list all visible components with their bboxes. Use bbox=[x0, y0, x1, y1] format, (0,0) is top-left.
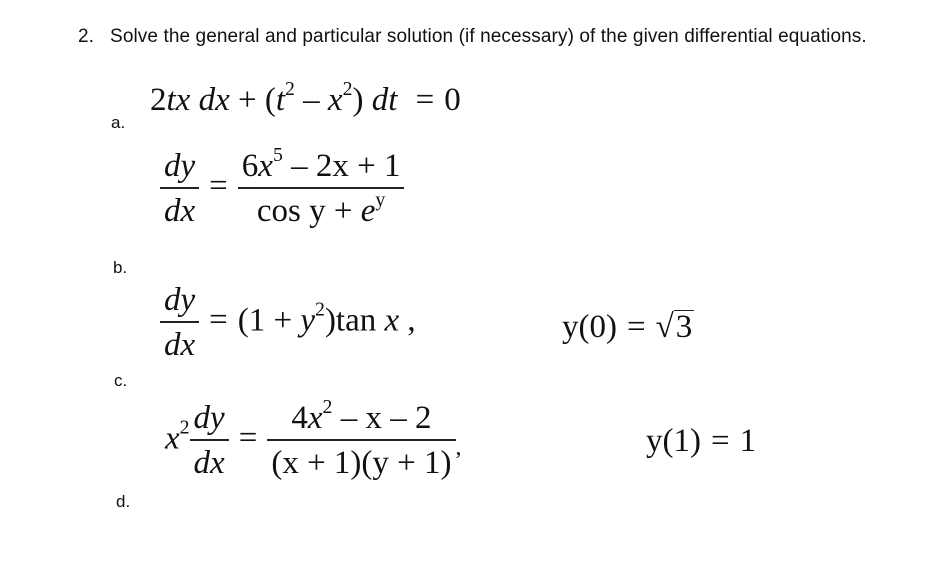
eq-a-equals: = bbox=[415, 82, 435, 118]
cond-c-sqrt bbox=[656, 310, 695, 344]
eq-d-rhs-fraction bbox=[267, 396, 455, 481]
question-number: 2. bbox=[78, 26, 95, 47]
eq-a-dt: dt bbox=[371, 82, 398, 118]
eq-b-lhs-fraction bbox=[160, 150, 199, 228]
eq-a-rhs: 0 bbox=[444, 82, 461, 118]
eq-b-num-x: x bbox=[258, 148, 273, 184]
equation-d bbox=[165, 396, 462, 481]
eq-d-rhs-den: (x + 1)(y + 1) bbox=[271, 444, 452, 481]
cond-c-lhs: y(0) bbox=[562, 309, 617, 345]
eq-c-lhs-bar bbox=[160, 321, 199, 323]
eq-b-num-coef: 6 bbox=[241, 148, 259, 184]
question-prompt: Solve the general and particular solution (if necessary) of the given differential equations. bbox=[110, 26, 867, 47]
eq-c-rhs-comma: , bbox=[399, 302, 416, 339]
cond-d-equals: = bbox=[710, 423, 730, 459]
eq-a-tx: tx bbox=[166, 82, 191, 118]
eq-c-rhs-b: )tan bbox=[324, 302, 385, 339]
eq-b-den-exp: y bbox=[375, 188, 386, 211]
eq-b-equals: = bbox=[209, 168, 228, 205]
eq-b-num-exp: 5 bbox=[272, 144, 283, 167]
cond-c-equals: = bbox=[626, 309, 646, 345]
eq-b-rhs-den bbox=[238, 188, 405, 229]
cond-c-sqrt-sign: √ bbox=[655, 309, 674, 345]
eq-d-comma: , bbox=[455, 434, 462, 461]
question-header bbox=[78, 26, 867, 48]
eq-d-num-x: x bbox=[307, 400, 323, 436]
eq-c-rhs-exp: 2 bbox=[315, 298, 325, 321]
eq-a-t-exp: 2 bbox=[285, 78, 295, 101]
eq-a-coef: 2 bbox=[150, 82, 167, 118]
eq-d-coef-x: x bbox=[165, 420, 180, 457]
item-label-b: b. bbox=[113, 258, 128, 277]
eq-a-t: t bbox=[275, 82, 286, 118]
eq-c-lhs-fraction bbox=[160, 284, 199, 362]
eq-a-open: ( bbox=[264, 82, 276, 118]
eq-b-lhs-bar bbox=[160, 187, 199, 189]
eq-c-equals: = bbox=[209, 302, 228, 339]
eq-b-lhs-den: dx bbox=[164, 192, 196, 229]
eq-d-lhs-fraction bbox=[190, 402, 229, 480]
cond-d-lhs: y(1) bbox=[646, 423, 701, 459]
item-label-c: c. bbox=[114, 371, 128, 390]
condition-c bbox=[562, 310, 694, 344]
eq-a-x-exp: 2 bbox=[342, 78, 353, 101]
eq-d-lhs-den: dx bbox=[193, 444, 225, 481]
eq-d-equals: = bbox=[238, 420, 258, 457]
eq-d-rhs-bar bbox=[267, 439, 455, 441]
eq-c-rhs-y: y bbox=[300, 302, 316, 339]
eq-d-num-rest: – x – 2 bbox=[332, 400, 432, 436]
eq-b-rhs-num bbox=[238, 144, 405, 184]
eq-b-rhs-fraction bbox=[238, 144, 405, 229]
eq-c-lhs-den: dx bbox=[164, 326, 196, 363]
eq-c-rhs-a: (1 + bbox=[237, 302, 301, 339]
eq-a-minus: – bbox=[303, 82, 320, 118]
eq-a-x: x bbox=[327, 82, 343, 118]
eq-d-lhs-num: dy bbox=[193, 400, 225, 436]
equation-b bbox=[160, 144, 404, 229]
item-label-d: d. bbox=[116, 492, 131, 511]
eq-a-plus: + bbox=[237, 82, 257, 118]
eq-d-coef-exp: 2 bbox=[179, 416, 190, 439]
cond-c-radicand: 3 bbox=[675, 309, 693, 345]
eq-c-lhs-num: dy bbox=[164, 282, 196, 318]
eq-d-rhs-num bbox=[267, 396, 455, 436]
condition-d bbox=[646, 425, 756, 458]
eq-d-lhs-bar bbox=[190, 439, 229, 441]
eq-c-rhs-x: x bbox=[384, 302, 400, 339]
eq-b-num-rest: – 2x + 1 bbox=[282, 148, 401, 184]
cond-d-rhs: 1 bbox=[739, 423, 757, 459]
eq-a-dx: dx bbox=[198, 82, 230, 118]
equation-c bbox=[160, 284, 416, 362]
eq-a-close: ) bbox=[352, 82, 364, 118]
item-label-a: a. bbox=[111, 113, 126, 132]
eq-b-lhs-num: dy bbox=[164, 148, 196, 184]
eq-d-num-coef: 4 bbox=[291, 400, 308, 436]
eq-d-num-exp: 2 bbox=[322, 396, 333, 419]
eq-b-den-cos: cos y + bbox=[256, 192, 361, 229]
eq-b-den-e: e bbox=[360, 192, 376, 229]
equation-a bbox=[150, 78, 461, 118]
